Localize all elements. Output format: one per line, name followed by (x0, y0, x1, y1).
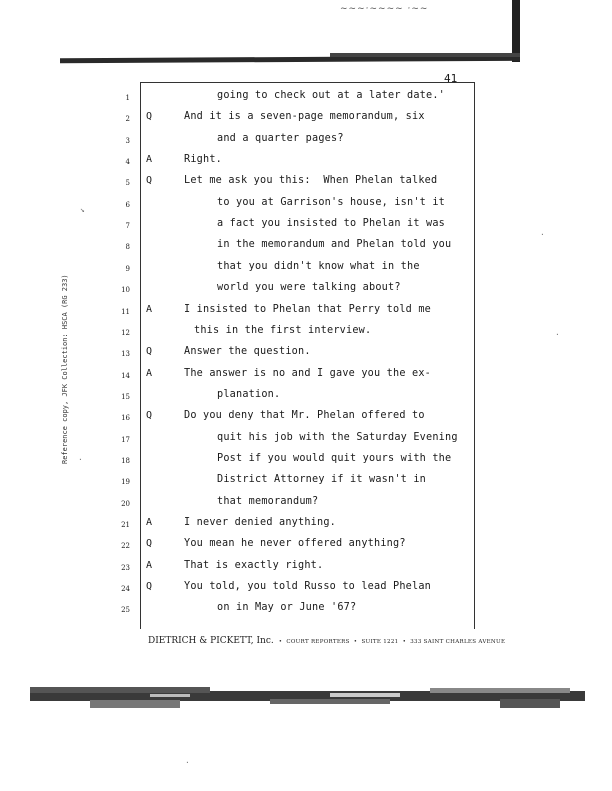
line-text: I insisted to Phelan that Perry told me (184, 303, 432, 315)
transcript-line (0, 538, 612, 558)
line-number: 10 (121, 286, 130, 295)
footer-company: DIETRICH & PICKETT, Inc. (148, 636, 274, 646)
transcript-line (0, 304, 612, 324)
transcript-line (0, 90, 612, 110)
transcript-line (0, 432, 612, 452)
page-number: 41 (444, 72, 458, 85)
transcript-line (0, 581, 612, 601)
line-text: that memorandum? (217, 495, 319, 507)
footer-sep-2: • (353, 639, 358, 645)
transcript-line (0, 282, 612, 302)
line-number: 20 (121, 499, 130, 508)
line-number: 2 (125, 115, 130, 124)
speaker-label: Q (146, 410, 153, 422)
line-number: 6 (125, 200, 130, 209)
line-text: a fact you insisted to Phelan it was (217, 218, 446, 230)
line-text: District Attorney if it wasn't in (217, 474, 427, 486)
speaker-label: A (146, 517, 153, 528)
speaker-label: A (146, 154, 153, 166)
line-text: in the memorandum and Phelan told you (217, 239, 452, 251)
line-number: 22 (121, 542, 130, 551)
line-text: That is exactly right. (184, 559, 324, 571)
line-text: Let me ask you this: When Phelan talked (184, 175, 438, 187)
speaker-label: A (146, 367, 153, 379)
line-number: 25 (121, 606, 130, 615)
line-number: 11 (121, 307, 130, 316)
line-text: planation. (217, 388, 281, 400)
transcript-line (0, 111, 612, 131)
line-number: 9 (125, 264, 130, 273)
transcript-line (0, 175, 612, 195)
margin-speck: · (185, 758, 190, 767)
line-text: Do you deny that Mr. Phelan offered to (184, 410, 425, 422)
line-number: 4 (125, 158, 130, 167)
line-number: 14 (121, 371, 130, 380)
transcript-line (0, 133, 612, 153)
line-number: 24 (121, 585, 130, 594)
line-text: quit his job with the Saturday Evening (217, 431, 458, 443)
speaker-label: A (146, 303, 153, 315)
footer-suite: SUITE 1221 (361, 639, 399, 645)
margin-speck: · (540, 230, 545, 239)
transcript-line (0, 218, 612, 238)
footer (148, 636, 505, 646)
line-text: and a quarter pages? (217, 132, 344, 144)
transcript-line (0, 346, 612, 366)
line-text: Right. (184, 154, 223, 166)
line-text: to you at Garrison's house, isn't it (217, 196, 446, 208)
line-number: 8 (125, 243, 130, 252)
margin-speck: ↘ (80, 205, 85, 214)
line-text: this in the first interview. (194, 324, 372, 336)
line-number: 21 (121, 521, 130, 529)
footer-address: 333 SAINT CHARLES AVENUE (410, 639, 506, 645)
transcript-line (0, 496, 612, 516)
line-text: I never denied anything. (184, 517, 337, 528)
archive-stamp: Reference copy, JFK Collection: HSCA (RG 233) (61, 274, 69, 464)
scan-artifact-band (30, 685, 585, 711)
transcript-line (0, 154, 612, 174)
line-text: You mean he never offered anything? (184, 538, 406, 550)
transcript-line (0, 197, 612, 217)
line-text: And it is a seven-page memorandum, six (184, 111, 425, 123)
line-number: 3 (125, 136, 130, 145)
line-text: Answer the question. (184, 346, 311, 358)
margin-speck: · (555, 330, 560, 339)
line-number: 1 (125, 94, 130, 102)
line-number: 5 (125, 179, 130, 188)
transcript-line (0, 453, 612, 473)
footer-sep-1: • (278, 639, 283, 645)
transcript-line (0, 517, 612, 537)
transcript-line (0, 261, 612, 281)
margin-speck: · (78, 455, 83, 464)
line-text: that you didn't know what in the (217, 260, 420, 272)
footer-sep-3: • (402, 639, 407, 645)
footer-service: COURT REPORTERS (286, 639, 350, 645)
transcript-line (0, 368, 612, 388)
transcript-line (0, 560, 612, 580)
transcript-line (0, 602, 612, 622)
line-text: Post if you would quit yours with the (217, 452, 452, 464)
line-text: world you were talking about? (217, 282, 401, 294)
line-text: The answer is no and I gave you the ex- (184, 367, 432, 379)
transcript-line (0, 410, 612, 430)
line-number: 19 (121, 478, 130, 487)
transcript-line (0, 325, 612, 345)
line-number: 7 (125, 222, 130, 231)
line-number: 18 (121, 456, 130, 465)
speaker-label: A (146, 559, 153, 571)
line-number: 16 (121, 414, 130, 423)
line-number: 23 (121, 563, 130, 572)
line-text: going to check out at a later date.' (217, 90, 446, 101)
line-text: You told, you told Russo to lead Phelan (184, 581, 432, 593)
transcript-line (0, 389, 612, 409)
line-number: 17 (121, 435, 130, 444)
line-number: 12 (121, 328, 130, 337)
transcript-line (0, 239, 612, 259)
speaker-label: Q (146, 346, 153, 358)
scan-top-band-2 (330, 53, 520, 57)
line-number: 13 (121, 350, 130, 359)
speaker-label: Q (146, 538, 153, 550)
speaker-label: Q (146, 111, 153, 123)
line-text: on in May or June '67? (217, 602, 357, 614)
speaker-label: Q (146, 175, 153, 187)
line-number: 15 (121, 392, 130, 401)
speaker-label: Q (146, 581, 153, 593)
transcript-line (0, 474, 612, 494)
top-scribble: ~~~·~~~~ ·~~ (340, 4, 429, 14)
